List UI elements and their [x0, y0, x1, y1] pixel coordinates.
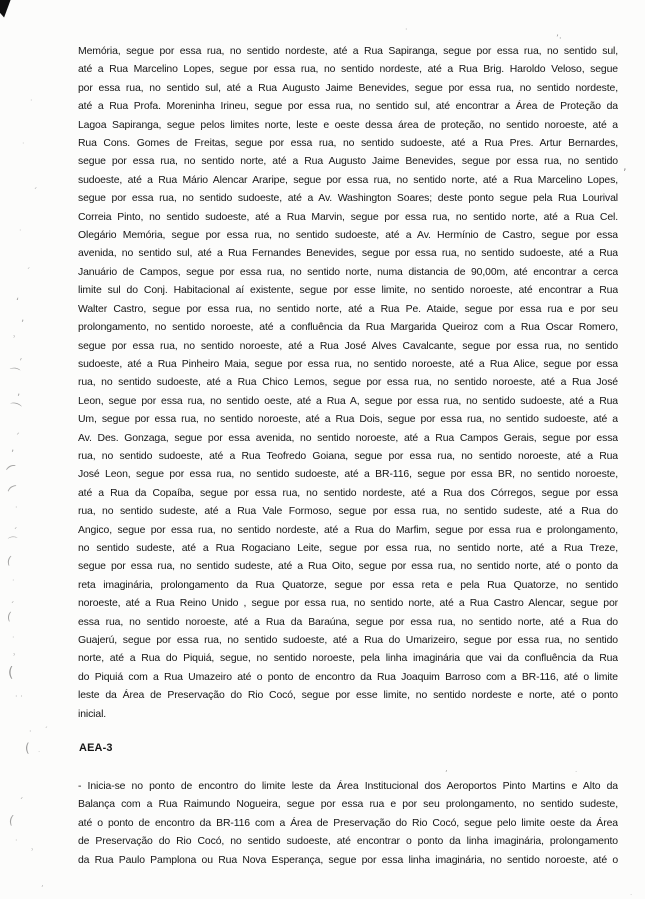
- text-line: prolongamento, no sentido noroeste, até a confluência da Rua Margarida Queiroz com a Rua Oscar Romero,: [78, 322, 618, 334]
- text-line: Rua Cons. Gomes de Freitas, segue por essa rua, no sentido sudoeste, até a Rua Pres. Artur Bernardes,: [78, 138, 618, 150]
- text-line: norte, até a Rua do Piquiá, segue, no sentido noroeste, pela linha imaginária que vai da confluência da Rua: [78, 653, 618, 665]
- text-line: até a Rua Profa. Moreninha Irineu, segue por essa rua, no sentido sul, até encontrar a Área de Proteção da: [78, 101, 618, 113]
- text-line: Um, segue por essa rua, no sentido noroeste, até a Rua Dois, segue por essa rua, no sentido sudoeste, até a: [78, 414, 618, 426]
- text-line: Angico, segue por essa rua, no sentido nordeste, até a Rua do Marfim, segue por essa rua e prolongamento,: [78, 524, 618, 536]
- text-line: inicial.: [78, 708, 107, 720]
- text-line: até a Rua da Copaíba, segue por essa rua, no sentido nordeste, até a Rua dos Córregos, segue por essa: [78, 487, 618, 499]
- text-line: leste da Área de Preservação do Rio Cocó, segue por esse limite, no sentido nordeste e norte, até o ponto: [78, 690, 618, 702]
- text-line: segue por essa rua, no sentido sudeste, até a Rua Oito, segue por essa rua, no sentido norte, até o ponto da: [78, 561, 618, 573]
- page-corner-fold-mark: [0, 0, 12, 19]
- text-line: Memória, segue por essa rua, no sentido nordeste, até a Rua Sapiranga, segue por essa rua, no sentido sul,: [78, 46, 618, 57]
- text-line: noroeste, até a Rua Reino Unido , segue por essa rua, no sentido norte, até a Rua Castro Alencar, segue por: [78, 598, 618, 610]
- text-line: sudoeste, até a Rua Mário Alencar Araripe, segue por essa rua, no sentido norte, até a Rua Marcelino Lopes,: [78, 174, 618, 186]
- section-heading-aea3: AEA-3: [79, 742, 113, 754]
- text-line: limite sul do Conj. Habitacional aí existente, segue por esse limite, no sentido noroeste, até encontrar a Rua: [78, 285, 618, 297]
- text-line: reta imaginária, prolongamento da Rua Quatorze, segue por essa reta e pela Rua Quatorze, no sentido: [78, 579, 618, 591]
- text-line: de Preservação do Rio Cocó, no sentido sudoeste, até encontrar o ponto da linha imaginária, prolongamento: [78, 836, 618, 848]
- text-line: Olegário Memória, segue por essa rua, no sentido sudoeste, até a Av. Hermínio de Castro, segue por essa: [78, 230, 618, 242]
- text-line: sudoeste, até a Rua Pinheiro Maia, segue por essa rua, no sentido noroeste, até a Rua Alice, segue por essa: [78, 358, 618, 370]
- text-line: segue por essa rua, no sentido norte, até a Rua Augusto Jaime Benevides, segue por essa rua, no sentido: [78, 156, 618, 168]
- text-line: Walter Castro, segue por essa rua, no sentido norte, até a Rua Pe. Ataide, segue por essa rua e por seu: [78, 303, 618, 315]
- text-line: avenida, no sentido sul, até a Rua Fernandes Benevides, segue por essa rua, no sentido sudoeste, até a Rua: [78, 248, 618, 260]
- text-line: rua, no sentido sudeste, até a Rua Vale Formoso, segue por essa rua, no sentido sudeste, até a Rua do: [78, 506, 618, 518]
- text-line: do Piquiá com a Rua Umazeiro até o ponto de encontro da Rua Joaquim Barroso com a BR-116, até o limite: [78, 671, 618, 683]
- text-line: por essa rua, no sentido sul, até a Rua Augusto Jaime Benevides, segue por essa rua, no sentido nordeste,: [78, 82, 618, 94]
- text-line: Lagoa Sapiranga, segue pelos limites norte, leste e oeste dessa área de proteção, no sentido noroeste, até a: [78, 119, 618, 131]
- text-line: Guajerú, segue por essa rua, no sentido sudoeste, até a Rua do Umarizeiro, segue por essa rua, no sentido: [78, 635, 618, 646]
- paragraph-aea2-boundary-description: [78, 43, 618, 724]
- text-line: Leon, segue por essa rua, no sentido oeste, até a Rua A, segue por essa rua, no sentido sudoeste, até a Rua: [78, 395, 618, 407]
- text-line: Januário de Campos, segue por essa rua, no sentido norte, numa distancia de 90,00m, até encontrar a cerca: [78, 266, 618, 278]
- text-line: - Inicia-se no ponto de encontro do limite leste da Área Institucional dos Aeroportos Pinto Martins e Alto da: [78, 781, 618, 792]
- scanned-document-page: Memória, segue por essa rua, no sentido nordeste, até a Rua Sapiranga, segue por essa rua, no sentido sul, até a Rua Marcelino Lopes, segue por essa rua, no sentido nordeste, até a Rua Brig. Haroldo Veloso, segue por essa rua, no sentido sul, até a Rua Augusto Jaime Benevides, segue por essa rua, no sentido nordeste, até a Rua Profa. Moreninha Irineu, segue por essa rua, no sentido sul, até encontrar a Área de Proteção da Lagoa Sapiranga, segue pelos limites norte, leste e oeste dessa área de proteção, no sentido noroeste, até a Rua Cons. Gomes de Freitas, segue por essa rua, no sentido sudoeste, até a Rua Pres. Artur Bernardes, segue por essa rua, no sentido norte, até a Rua Augusto Jaime Benevides, segue por essa rua, no sentido sudoeste, até a Rua Mário Alencar Araripe, segue por essa rua, no sentido norte, até a Rua Marcelino Lopes, segue por essa rua, no sentido sudoeste, até a Av. Washington Soares; deste ponto segue pela Rua Lourival Correia Pinto, no sentido sudoeste, até a Rua Marvin, segue por essa rua, no sentido norte, até a Rua Cel. Olegário Memória, segue por essa rua, no sentido sudoeste, até a Av. Hermínio de Castro, segue por essa avenida, no sentido sul, até a Rua Fernandes Benevides, segue por essa rua, no sentido sudoeste, até a Rua Januário de Campos, segue por essa rua, no sentido norte, numa distancia de 90,00m, até encontrar a cerca limite sul do Conj. Habitacional aí existente, segue por esse limite, no sentido noroeste, até encontrar a Rua Walter Castro, segue por essa rua, no sentido norte, até a Rua Pe. Ataide, segue por essa rua e por seu prolongamento, no sentido noroeste, até a confluência da Rua Margarida Queiroz com a Rua Oscar Romero, segue por essa rua, no sentido noroeste, até a Rua José Alves Cavalcante, segue por essa rua, no sentido sudoeste, até a Rua Pinheiro Maia, segue por essa rua, no sentido noroeste, até a Rua Alice, segue por essa rua, no sentido sudoeste, até a Rua Chico Lemos, segue por essa rua, no sentido noroeste, até a Rua José Leon, segue por essa rua, no sentido oeste, até a Rua A, segue por essa rua, no sentido sudoeste, até a Rua Um, segue por essa rua, no sentido noroeste, até a Rua Dois, segue por essa rua, no sentido sudoeste, até a Av. Des. Gonzaga, segue por essa avenida, no sentido noroeste, até a Rua Campos Gerais, segue por essa rua, no sentido sudoeste, até a Rua Teofredo Goiana, segue por essa rua, no sentido noroeste, até a Rua José Leon, segue por essa rua, no sentido sudoeste, até a BR-116, segue por essa BR, no sentido noroeste, até a Rua da Copaíba, segue por essa rua, no sentido nordeste, até a Rua dos Córregos, segue por essa rua, no sentido sudeste, até a Rua Vale Formoso, segue por essa rua, no sentido sudeste, até a Rua do Angico, segue por essa rua, no sentido nordeste, até a Rua do Marfim, segue por essa rua e prolongamento, no sentido sudeste, até a Rua Rogaciano Leite, segue por essa rua, no sentido norte, até a Rua Treze, segue por essa rua, no sentido sudeste, até a Rua Oito, segue por essa rua, no sentido norte, até o ponto da reta imaginária, prolongamento da Rua Quatorze, segue por essa reta e pela Rua Quatorze, no sentido noroeste, até a Rua Reino Unido , segue por essa rua, no sentido norte, até a Rua Castro Alencar, segue por essa rua, no sentido noroeste, até a Rua da Baraúna, segue por essa rua, no sentido norte, até a Rua do Guajerú, segue por essa rua, no sentido sudoeste, até a Rua do Umarizeiro, segue por essa rua, no sentido norte, até a Rua do Piquiá, segue, no sentido noroeste, pela linha imaginária que vai da confluência da Rua do Piquiá com a Rua Umazeiro até o ponto de encontro da Rua Joaquim Barroso com a BR-116, até o limite leste da Área de Preservação do Rio Cocó, segue por esse limite, no sentido nordeste e norte, até o ponto inicial. AEA-3 - Inicia-se no ponto de encontro do limite leste da Área Institucional dos Aeroportos Pinto Martins e Alto da Balança com a Rua Raimundo Nogueira, segue por essa rua e por seu prolongamento, no sentido sudeste, até o ponto de encontro da BR-116 com a Área de Preservação do Rio Cocó, segue pelo limite oeste da Área de Preservação do Rio Cocó, no sentido sudoeste, até encontrar o ponto da linha imaginária, prolongamento da Rua Paulo Pamplona ou Rua Nova Esperança, segue por essa linha imaginária, no sentido noroeste, até o · ʼ· ‚ · · ˏ · ˏ ʻ ‚ ˒ ˏ ⌒ ‚ ⌒ ˏ ‚ ( ( · ˏ ⌒ ( · ˏ ( · ˒ ( · · · ˊ ( · ˏ ( · ˒ ʼ ʼ · ·: [0, 0, 645, 899]
- text-line: essa rua, no sentido noroeste, até a Rua da Baraúna, segue por essa rua, no sentido norte, até a Rua do: [78, 616, 618, 628]
- text-line: segue por essa rua, no sentido noroeste, até a Rua José Alves Cavalcante, segue por essa rua, no sentido: [78, 340, 618, 352]
- text-line: rua, no sentido sudoeste, até a Rua Chico Lemos, segue por essa rua, no sentido noroeste, até a Rua José: [78, 377, 618, 389]
- text-line: segue por essa rua, no sentido sudoeste, até a Av. Washington Soares; deste ponto segue pela Rua Lourival: [78, 193, 618, 205]
- text-line: no sentido sudeste, até a Rua Rogaciano Leite, segue por essa rua, no sentido norte, até a Rua Treze,: [78, 542, 618, 554]
- text-line: até a Rua Marcelino Lopes, segue por essa rua, no sentido nordeste, até a Rua Brig. Haroldo Veloso, segue: [78, 64, 618, 76]
- text-line: rua, no sentido sudoeste, até a Rua Teofredo Goiana, segue por essa rua, no sentido noroeste, até a Rua: [78, 450, 618, 462]
- text-line: Correia Pinto, no sentido sudoeste, até a Rua Marvin, segue por essa rua, no sentido norte, até a Rua Cel.: [78, 211, 618, 223]
- text-line: até o ponto de encontro da BR-116 com a Área de Preservação do Rio Cocó, segue pelo limite oeste da Área: [78, 817, 618, 829]
- paragraph-aea3-boundary-description: [78, 778, 618, 870]
- text-line: Av. Des. Gonzaga, segue por essa avenida, no sentido noroeste, até a Rua Campos Gerais, segue por essa: [78, 432, 618, 444]
- text-line: Balança com a Rua Raimundo Nogueira, segue por essa rua e por seu prolongamento, no sentido sudeste,: [78, 799, 618, 811]
- text-line: José Leon, segue por essa rua, no sentido sudoeste, até a BR-116, segue por essa BR, no sentido noroeste,: [78, 469, 618, 481]
- text-line: da Rua Paulo Pamplona ou Rua Nova Esperança, segue por essa linha imaginária, no sentido noroeste, até o: [78, 854, 618, 866]
